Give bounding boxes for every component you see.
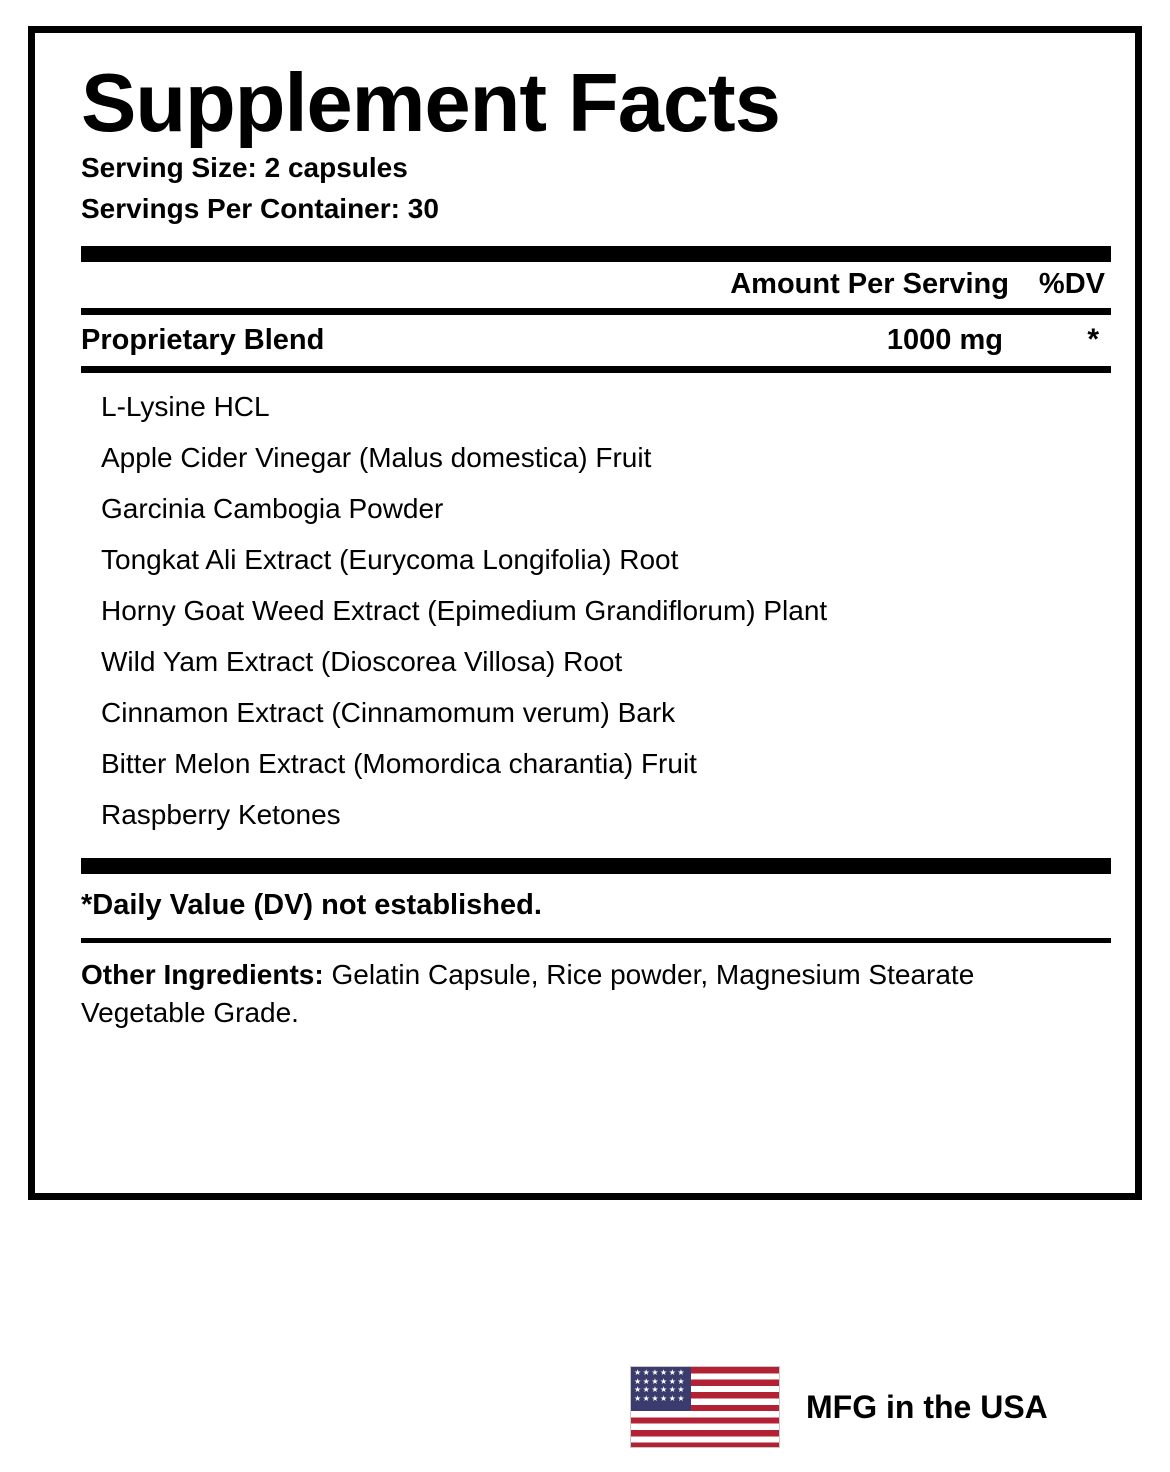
serving-size: Serving Size: 2 capsules [81,152,408,183]
supplement-facts-panel [28,26,1142,1200]
table-row [81,315,1111,366]
rule-thick-top [81,246,1111,262]
usa-flag-icon [630,1366,780,1448]
mfg-badge [630,1366,1048,1448]
blend-amount: 1000 mg [886,324,1003,357]
list-item: Tongkat Ali Extract (Eurycoma Longifolia) Root [101,544,679,576]
list-item: Garcinia Cambogia Powder [101,493,444,525]
page-title: Supplement Facts [81,56,780,149]
list-item: L-Lysine HCL [101,391,270,423]
servings-per-container: Servings Per Container: 30 [81,192,439,224]
panel-inner [81,56,1111,1031]
rule-thick-bottom [81,858,1111,874]
rule-under-header [81,308,1111,315]
flag-stars: ★★★★★★ ★★★★★★ ★★★★★★ ★★★★★★ [634,1368,687,1403]
list-item: Raspberry Ketones [101,798,341,830]
blend-name: Proprietary Blend [81,324,325,357]
other-ingredients [81,943,1111,1032]
daily-value-note: *Daily Value (DV) not established. [81,888,542,921]
list-item: Wild Yam Extract (Dioscorea Villosa) Root [101,645,623,677]
header-amount-per-serving: Amount Per Serving [730,268,1009,301]
rule-under-blend [81,366,1111,373]
table-header-row [81,262,1111,308]
other-ingredients-label: Other Ingredients: [81,958,324,990]
header-percent-dv: %DV [1038,268,1105,301]
list-item: Apple Cider Vinegar (Malus domestica) Fruit [101,442,652,474]
list-item: Horny Goat Weed Extract (Epimedium Grandiflorum) Plant [101,595,828,626]
blend-dv: * [1087,323,1099,357]
other-ingredients-value: Gelatin Capsule, Rice powder, Magnesium Stearate Vegetable Grade. [81,958,975,1028]
list-item: Cinnamon Extract (Cinnamomum verum) Bark [101,696,676,728]
list-item: Bitter Melon Extract (Momordica charantia) Fruit [101,747,697,779]
ingredient-list [81,373,1111,841]
mfg-label: MFG in the USA [806,1388,1048,1425]
